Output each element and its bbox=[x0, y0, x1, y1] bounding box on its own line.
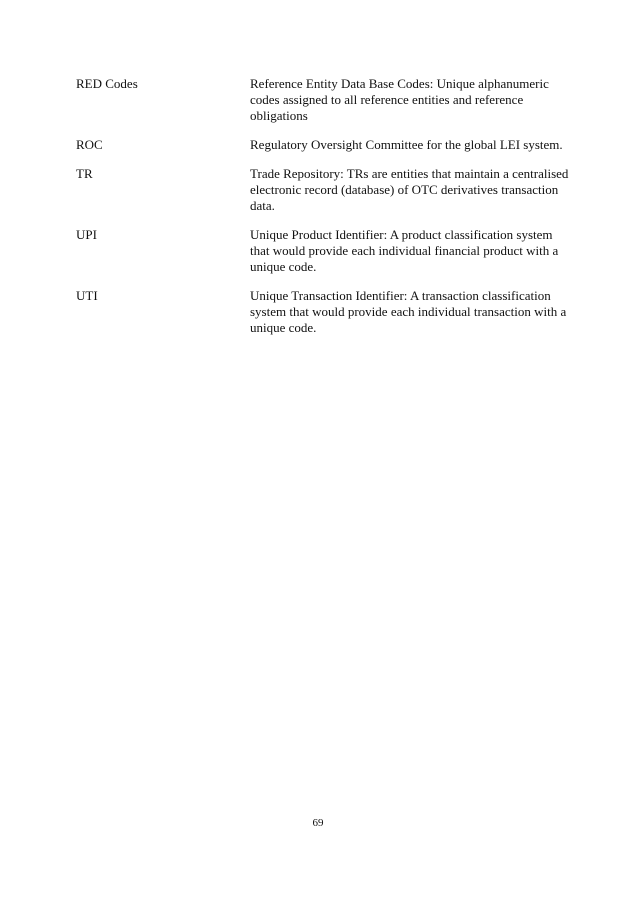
glossary-entry bbox=[76, 76, 576, 124]
glossary-entry bbox=[76, 227, 576, 275]
glossary-term: UPI bbox=[76, 227, 97, 242]
glossary-term: ROC bbox=[76, 137, 103, 152]
glossary-term: RED Codes bbox=[76, 76, 138, 91]
glossary-entry bbox=[76, 166, 576, 214]
glossary-definition: Regulatory Oversight Committee for the global LEI system. bbox=[250, 137, 563, 152]
glossary-list bbox=[76, 76, 576, 349]
page-number: 69 bbox=[312, 817, 324, 829]
glossary-entry bbox=[76, 288, 576, 336]
glossary-entry bbox=[76, 137, 576, 153]
glossary-definition: Unique Product Identifier: A product classification system that would provide each individual financial product with a unique code. bbox=[250, 227, 559, 274]
glossary-definition: Unique Transaction Identifier: A transaction classification system that would provide each individual transaction with a unique code. bbox=[250, 288, 567, 335]
glossary-term: TR bbox=[76, 166, 93, 181]
glossary-term: UTI bbox=[76, 288, 98, 303]
glossary-definition: Trade Repository: TRs are entities that maintain a centralised electronic record (database) of OTC derivatives transaction data. bbox=[250, 166, 569, 213]
glossary-definition: Reference Entity Data Base Codes: Unique alphanumeric codes assigned to all reference entities and reference obligations bbox=[250, 76, 549, 123]
